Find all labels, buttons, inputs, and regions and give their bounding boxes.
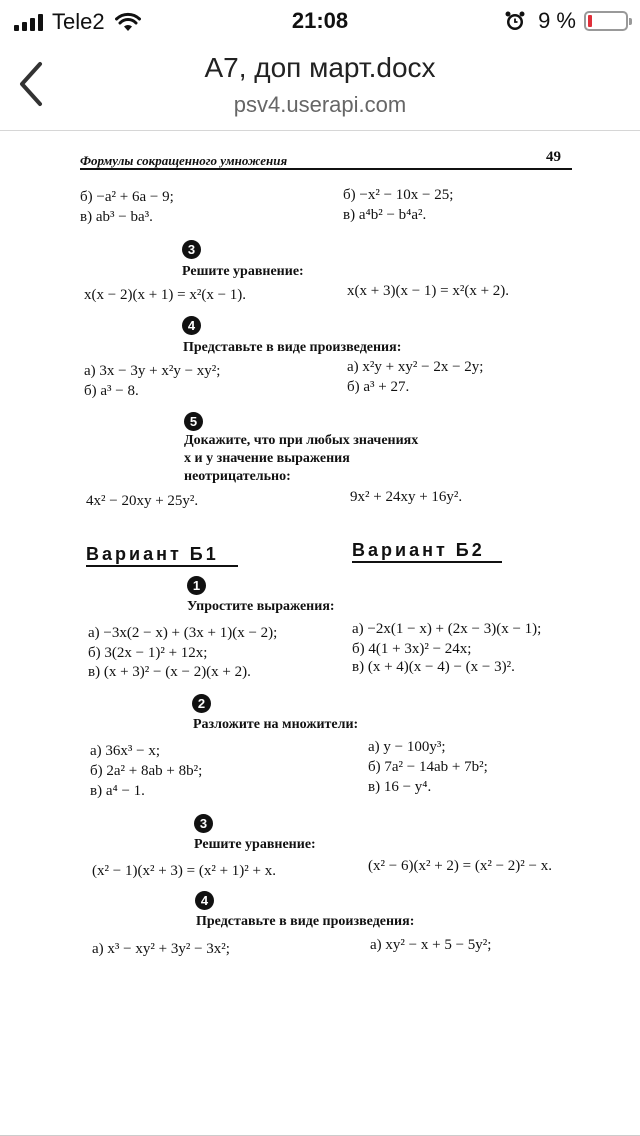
battery-icon: [584, 11, 628, 31]
exercise-line: в) a⁴ − 1.: [90, 783, 145, 799]
page-header-title: Формулы сокращенного умножения: [80, 153, 288, 168]
document-title: А7, доп март.docx: [204, 52, 436, 83]
header-divider: [80, 168, 572, 170]
variant-heading: Вариант Б2: [352, 540, 485, 560]
exercise-line: в) a⁴b² − b⁴a².: [343, 207, 427, 223]
exercise-line: в) (x + 3)² − (x − 2)(x + 2).: [88, 664, 251, 680]
task-title: Представьте в виде произведения:: [183, 340, 402, 355]
exercise-line: 4x² − 20xy + 25y².: [86, 493, 199, 509]
task-title: x и y значение выражения: [184, 451, 350, 466]
task-number-badge: 4: [182, 316, 201, 335]
exercise-line: б) −a² + 6a − 9;: [80, 189, 174, 205]
task-number-badge: 4: [195, 891, 214, 910]
exercise-line: (x² − 1)(x² + 3) = (x² + 1)² + x.: [92, 863, 277, 879]
task-number-badge: 1: [187, 576, 206, 595]
exercise-line: б) 2a² + 8ab + 8b²;: [90, 763, 203, 779]
exercise-line: а) x³ − xy² + 3y² − 3x²;: [92, 941, 230, 957]
nav-bar: [0, 42, 640, 131]
task-number-badge: 5: [184, 412, 203, 431]
task-title: Решите уравнение:: [194, 837, 316, 852]
exercise-line: б) 4(1 + 3x)² − 24x;: [352, 641, 472, 657]
variant-heading: Вариант Б1: [86, 544, 219, 564]
task-title: Решите уравнение:: [182, 264, 304, 279]
exercise-line: б) −x² − 10x − 25;: [343, 187, 454, 203]
exercise-line: б) 7a² − 14ab + 7b²;: [368, 759, 488, 775]
exercise-line: б) a³ + 27.: [347, 379, 410, 395]
task-number-badge: 3: [182, 240, 201, 259]
variant-underline: [352, 561, 502, 563]
status-bar: [0, 0, 640, 42]
exercise-line: б) 3(2x − 1)² + 12x;: [88, 645, 208, 661]
exercise-line: (x² − 6)(x² + 2) = (x² − 2)² − x.: [368, 858, 553, 874]
exercise-line: в) ab³ − ba³.: [80, 209, 153, 225]
variant-underline: [86, 565, 238, 567]
exercise-line: 9x² + 24xy + 16y².: [350, 489, 463, 505]
battery-percentage: 9 %: [538, 8, 576, 33]
exercise-line: а) 36x³ − x;: [90, 743, 161, 759]
exercise-line: а) y − 100y³;: [368, 739, 446, 755]
task-number-badge: 2: [192, 694, 211, 713]
exercise-line: а) −2x(1 − x) + (2x − 3)(x − 1);: [352, 621, 542, 637]
task-title: Докажите, что при любых значениях: [184, 433, 419, 448]
status-right: [504, 8, 628, 34]
exercise-line: в) 16 − y⁴.: [368, 779, 432, 795]
task-title: Упростите выражения:: [187, 599, 335, 614]
page-number: 49: [546, 149, 561, 165]
carrier-name: Tele2: [52, 9, 105, 34]
exercise-line: в) (x + 4)(x − 4) − (x − 3)².: [352, 659, 515, 675]
exercise-line: а) x²y + xy² − 2x − 2y;: [347, 359, 484, 375]
task-title: Представьте в виде произведения:: [196, 914, 415, 929]
task-title: неотрицательно:: [184, 469, 291, 484]
alarm-icon: [504, 10, 526, 32]
exercise-line: а) xy² − x + 5 − 5y²;: [370, 937, 492, 953]
exercise-line: а) −3x(2 − x) + (3x + 1)(x − 2);: [88, 625, 278, 641]
exercise-line: а) 3x − 3y + x²y − xy²;: [84, 363, 221, 379]
clock: 21:08: [291, 8, 349, 33]
document-host: psv4.userapi.com: [233, 92, 407, 117]
task-title: Разложите на множители:: [193, 717, 359, 732]
exercise-line: x(x + 3)(x − 1) = x²(x + 2).: [347, 283, 510, 299]
document-page[interactable]: [0, 131, 640, 1131]
exercise-line: б) a³ − 8.: [84, 383, 139, 399]
task-number-badge: 3: [194, 814, 213, 833]
exercise-line: x(x − 2)(x + 1) = x²(x − 1).: [84, 287, 247, 303]
